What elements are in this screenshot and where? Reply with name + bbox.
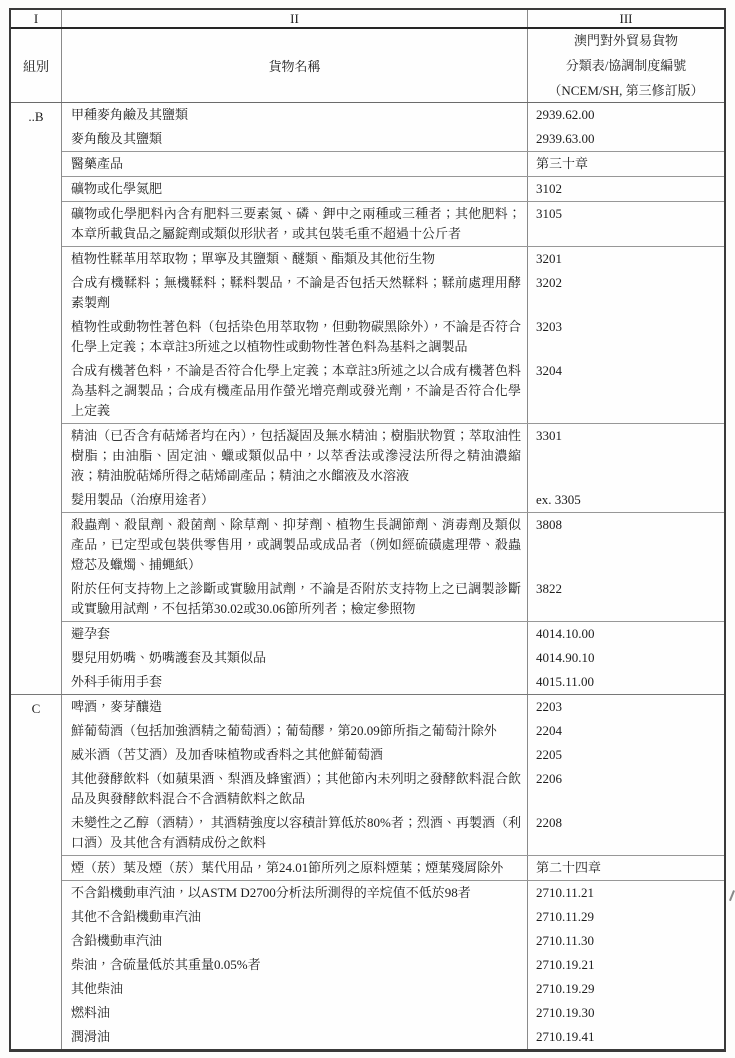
classification-code: 3203 [536, 319, 562, 334]
goods-description: 植物性鞣革用萃取物；單寧及其鹽類、醚類、酯類及其他衍生物 [62, 247, 528, 271]
classification-code: 2710.11.21 [536, 885, 595, 900]
group-section [11, 103, 724, 694]
column-header-I: I [11, 10, 62, 27]
table-row [62, 881, 724, 905]
goods-name-column-title: 貨物名稱 [62, 29, 528, 102]
table-row [62, 670, 724, 694]
table-row [62, 488, 724, 513]
table-row [62, 646, 724, 670]
table-row [62, 513, 724, 577]
scan-artifact-mark [728, 890, 734, 901]
group-section [11, 694, 724, 1049]
classification-code: 3822 [536, 581, 562, 596]
table-row [62, 577, 724, 622]
table-row [62, 767, 724, 811]
goods-description: 合成有機著色料，不論是否符合化學上定義；本章註3所述之以合成有機著色料為基料之調製品；合成有機產品用作螢光增亮劑或發光劑，不論是否符合化學上定義 [62, 359, 528, 423]
column-header-III: III [619, 10, 633, 26]
table-row [62, 152, 724, 177]
table-header-numerals [11, 10, 724, 29]
classification-code: 2710.19.21 [536, 957, 595, 972]
goods-description: 其他發酵飲料（如蘋果酒、梨酒及蜂蜜酒）；其他節內未列明之發酵飲料混合飲品及與發酵飲料混合不含酒精飲料之飲品 [62, 767, 528, 811]
classification-code: 2710.19.41 [536, 1029, 595, 1044]
goods-description: 威米酒（苦艾酒）及加香味植物或香料之其他鮮葡萄酒 [62, 743, 528, 767]
goods-description: 礦物或化學氮肥 [62, 177, 528, 201]
classification-code: 2208 [536, 815, 562, 830]
classification-code: 2710.11.29 [536, 909, 595, 924]
goods-description: 礦物或化學肥料內含有肥料三要素氮、磷、鉀中之兩種或三種者；其他肥料；本章所載貨品之屬錠劑或類似形狀者，或其包裝毛重不超過十公斤者 [62, 202, 528, 246]
goods-description: 麥角酸及其鹽類 [62, 127, 528, 151]
table-row [62, 929, 724, 953]
goods-description: 精油（已否含有萜烯者均在內），包括凝固及無水精油；樹脂狀物質；萃取油性樹脂；由油脂、固定油、蠟或類似品中，以萃香法或滲浸法所得之精油濃縮液；精油脫萜烯所得之萜烯副產品；精油之水餾液及水溶液 [62, 424, 528, 488]
classification-code: 4014.10.00 [536, 626, 595, 641]
classification-code: 第二十四章 [536, 860, 602, 875]
table-row [62, 177, 724, 202]
table-body [11, 103, 724, 1049]
classification-code: 2203 [536, 699, 562, 714]
goods-description: 潤滑油 [62, 1025, 528, 1049]
goods-description: 避孕套 [62, 622, 528, 646]
classification-code: 3201 [536, 251, 562, 266]
classification-title-line-3: （NCEM/SH, 第三修訂版） [548, 83, 704, 98]
table-header-titles [11, 29, 724, 103]
table-row [62, 247, 724, 271]
goods-description: 合成有機鞣料；無機鞣料；鞣料製品，不論是否包括天然鞣料；鞣前處理用酵素製劑 [62, 271, 528, 315]
goods-description: 煙（菸）葉及煙（菸）葉代用品，第24.01節所列之原料煙葉；煙葉殘屑除外 [62, 856, 528, 880]
table-row [62, 622, 724, 646]
classification-table [9, 8, 726, 1052]
column-header-II: II [62, 10, 528, 27]
table-row [62, 856, 724, 881]
classification-code: 2710.11.30 [536, 933, 595, 948]
table-row [62, 315, 724, 359]
goods-description: 植物性或動物性著色料（包括染色用萃取物，但動物碳黑除外），不論是否符合化學上定義；本章註3所述之以植物性或動物性著色料為基料之調製品 [62, 315, 528, 359]
classification-code: 4015.11.00 [536, 674, 595, 689]
group-rows [62, 695, 724, 1049]
table-row [62, 271, 724, 315]
classification-code: 2939.63.00 [536, 131, 595, 146]
goods-description: 含鉛機動車汽油 [62, 929, 528, 953]
table-row [62, 977, 724, 1001]
table-row [62, 127, 724, 152]
classification-code: 2205 [536, 747, 562, 762]
goods-description: 髮用製品（治療用途者） [62, 488, 528, 512]
goods-description: 其他柴油 [62, 977, 528, 1001]
goods-description: 附於任何支持物上之診斷或實驗用試劑，不論是否附於支持物上之已調製診斷或實驗用試劑，不包括第30.02或30.06節所列者；檢定參照物 [62, 577, 528, 621]
group-label: ..B [11, 103, 62, 694]
group-column-title: 組別 [11, 29, 62, 102]
goods-description: 燃料油 [62, 1001, 528, 1025]
goods-description: 嬰兒用奶嘴、奶嘴護套及其類似品 [62, 646, 528, 670]
classification-column-title [528, 29, 724, 102]
table-row [62, 695, 724, 719]
classification-code: 2206 [536, 771, 562, 786]
group-label: C [11, 695, 62, 1049]
table-row [62, 359, 724, 424]
group-rows [62, 103, 724, 694]
classification-code: 3105 [536, 206, 562, 221]
goods-description: 外科手術用手套 [62, 670, 528, 694]
table-row [62, 1001, 724, 1025]
classification-code: 第三十章 [536, 156, 589, 171]
classification-code: 2710.19.30 [536, 1005, 595, 1020]
table-row [62, 905, 724, 929]
classification-code: 2204 [536, 723, 562, 738]
goods-description: 其他不含鉛機動車汽油 [62, 905, 528, 929]
classification-code: 3102 [536, 181, 562, 196]
classification-code: ex. 3305 [536, 492, 581, 507]
table-row [62, 1025, 724, 1049]
classification-code: 3301 [536, 428, 562, 443]
table-row [62, 811, 724, 856]
classification-code: 3204 [536, 363, 562, 378]
table-row [62, 719, 724, 743]
table-row [62, 953, 724, 977]
goods-description: 未變性之乙醇（酒精）， 其酒精強度以容積計算低於80%者；烈酒、再製酒（利口酒）及其他含有酒精成份之飲料 [62, 811, 528, 855]
classification-code: 3808 [536, 517, 562, 532]
goods-description: 啤酒，麥芽釀造 [62, 695, 528, 719]
goods-description: 甲種麥角鹼及其鹽類 [62, 103, 528, 127]
goods-description: 柴油，含硫量低於其重量0.05%者 [62, 953, 528, 977]
table-row [62, 202, 724, 247]
table-row [62, 743, 724, 767]
goods-description: 鮮葡萄酒（包括加強酒精之葡萄酒）；葡萄醪，第20.09節所指之葡萄汁除外 [62, 719, 528, 743]
table-row [62, 103, 724, 127]
classification-code: 2710.19.29 [536, 981, 595, 996]
goods-description: 不含鉛機動車汽油，以ASTM D2700分析法所測得的辛烷值不低於98者 [62, 881, 528, 905]
goods-description: 醫藥產品 [62, 152, 528, 176]
classification-code: 3202 [536, 275, 562, 290]
classification-title-line-2: 分類表/協調制度編號 [565, 58, 687, 73]
classification-code: 4014.90.10 [536, 650, 595, 665]
classification-title-line-1: 澳門對外貿易貨物 [573, 33, 678, 48]
table-row [62, 424, 724, 488]
classification-code: 2939.62.00 [536, 107, 595, 122]
goods-description: 殺蟲劑、殺鼠劑、殺菌劑、除草劑、抑芽劑、植物生長調節劑、消毒劑及類似產品，已定型或包裝供零售用，或調製品或成品者（例如經硫磺處理帶、殺蟲燈芯及蠟燭、捕蠅紙） [62, 513, 528, 577]
